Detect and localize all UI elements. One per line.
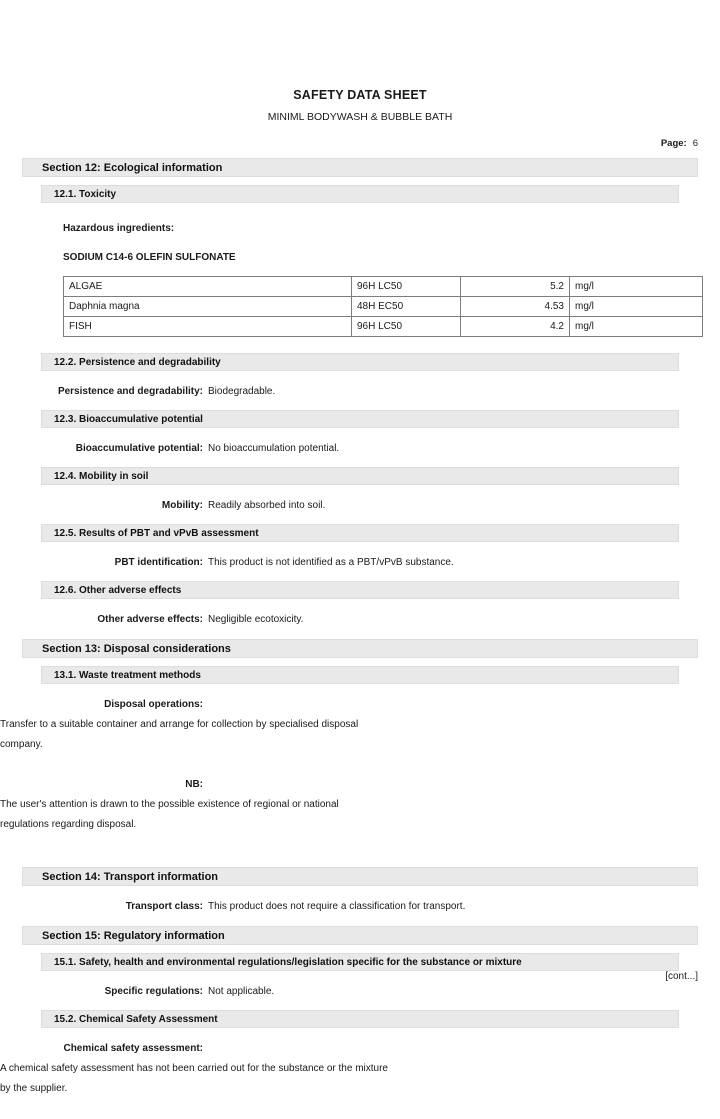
product-name: MINIML BODYWASH & BUBBLE BATH [267, 111, 453, 123]
field-label: Chemical safety assessment: [63, 1043, 203, 1054]
field-value: Biodegradable. [208, 386, 276, 397]
field-value-line: by the supplier. [0, 1083, 68, 1094]
field-label: Other adverse effects: [97, 614, 203, 625]
field-label: PBT identification: [114, 557, 203, 568]
field-label: Transport class: [125, 901, 203, 912]
toxicity-table [63, 276, 703, 337]
field-value: Not applicable. [208, 986, 275, 997]
field-value: No bioaccumulation potential. [208, 443, 340, 454]
field-value-line: A chemical safety assessment has not been carried out for the substance or the mixture [0, 1063, 388, 1074]
field-chemical-safety-assessment [0, 1039, 720, 1119]
field-value-line: regulations regarding disposal. [0, 819, 137, 830]
field-transport-class [0, 897, 720, 917]
subsection-heading-15-2: 15.2. Chemical Safety Assessment [41, 1010, 679, 1028]
field-value [0, 715, 720, 755]
table-cell-unit: mg/l [570, 317, 703, 337]
continuation-marker: [cont...] [665, 971, 698, 982]
field-other-adverse-effects [0, 610, 720, 630]
field-value-line: company. [0, 739, 43, 750]
field-value: Negligible ecotoxicity. [208, 614, 304, 625]
page-title: SAFETY DATA SHEET [293, 88, 427, 102]
table-cell-unit: mg/l [570, 277, 703, 297]
page-label: Page: [660, 138, 687, 149]
field-label: Specific regulations: [104, 986, 203, 997]
hazardous-ingredients-label: Hazardous ingredients: [63, 223, 175, 234]
section-heading-13: Section 13: Disposal considerations [22, 639, 698, 658]
field-value-line: The user's attention is drawn to the possible existence of regional or national [0, 799, 339, 810]
table-cell-value: 4.53 [461, 297, 570, 317]
section-heading-14: Section 14: Transport information [22, 867, 698, 886]
subsection-heading-12-2: 12.2. Persistence and degradability [41, 353, 679, 371]
field-disposal-operations [0, 695, 720, 775]
subsection-heading-12-5: 12.5. Results of PBT and vPvB assessment [41, 524, 679, 542]
field-disposal-nb [0, 775, 720, 855]
field-label: NB: [185, 779, 203, 790]
field-pbt-identification [0, 553, 720, 573]
table-row [64, 297, 703, 317]
table-cell-test: 48H EC50 [352, 297, 461, 317]
table-cell-species: ALGAE [64, 277, 352, 297]
field-label: Persistence and degradability: [57, 386, 203, 397]
subsection-heading-12-4: 12.4. Mobility in soil [41, 467, 679, 485]
field-persistence-degradability [0, 382, 720, 402]
field-value [0, 1059, 720, 1099]
field-value: This product does not require a classification for transport. [208, 901, 466, 912]
table-cell-value: 5.2 [461, 277, 570, 297]
section-heading-15: Section 15: Regulatory information [22, 926, 698, 945]
field-value [0, 795, 720, 835]
field-value: Readily absorbed into soil. [208, 500, 326, 511]
page-indicator [0, 123, 720, 149]
table-cell-value: 4.2 [461, 317, 570, 337]
subsection-heading-12-3: 12.3. Bioaccumulative potential [41, 410, 679, 428]
table-row [64, 317, 703, 337]
field-bioaccumulative-potential [0, 439, 720, 459]
page-number: 6 [692, 138, 698, 149]
ingredient-name: SODIUM C14-6 OLEFIN SULFONATE [63, 252, 236, 263]
table-cell-unit: mg/l [570, 297, 703, 317]
field-value-line: Transfer to a suitable container and arrange for collection by specialised disposal [0, 719, 359, 730]
field-label: Disposal operations: [104, 699, 203, 710]
table-cell-species: FISH [64, 317, 352, 337]
field-value: This product is not identified as a PBT/vPvB substance. [208, 557, 454, 568]
subsection-heading-13-1: 13.1. Waste treatment methods [41, 666, 679, 684]
field-mobility [0, 496, 720, 516]
section-heading-12: Section 12: Ecological information [22, 158, 698, 177]
table-cell-test: 96H LC50 [352, 277, 461, 297]
field-specific-regulations [0, 982, 720, 1002]
subsection-heading-12-1: 12.1. Toxicity [41, 185, 679, 203]
field-label: Bioaccumulative potential: [75, 443, 203, 454]
subsection-heading-15-1: 15.1. Safety, health and environmental regulations/legislation specific for the substance or mixture [41, 953, 679, 971]
table-cell-species: Daphnia magna [64, 297, 352, 317]
subsection-heading-12-6: 12.6. Other adverse effects [41, 581, 679, 599]
table-row [64, 277, 703, 297]
field-label: Mobility: [161, 500, 203, 511]
table-cell-test: 96H LC50 [352, 317, 461, 337]
